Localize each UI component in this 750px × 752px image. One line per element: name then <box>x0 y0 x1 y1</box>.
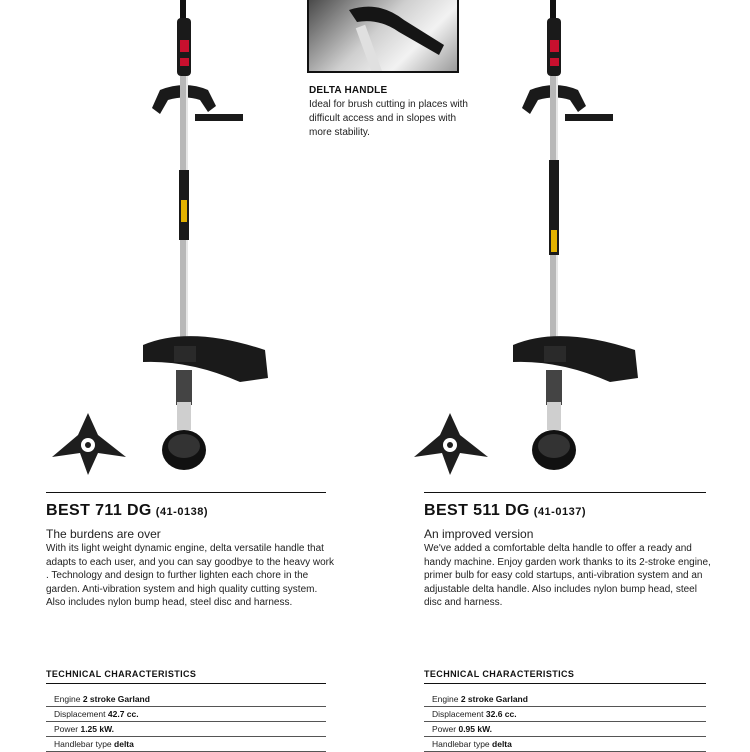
spec-value: 32.6 cc. <box>485 709 517 719</box>
product-code: (41-0137) <box>533 506 586 518</box>
delta-handle-text: Ideal for brush cutting in places with difficult access and in slopes with more stability. <box>309 99 468 138</box>
section-divider-right <box>424 492 706 493</box>
delta-handle-title: DELTA HANDLE <box>309 85 388 96</box>
spec-value: 1.25 kW. <box>80 724 115 734</box>
spec-table-best-511 <box>424 692 706 752</box>
steel-disc-image-best-711 <box>48 405 130 480</box>
tech-characteristics-rule-best-711 <box>46 683 326 684</box>
spec-row-power <box>424 722 706 737</box>
steel-disc-image-best-511 <box>410 405 492 480</box>
spec-label: Engine <box>54 694 81 704</box>
spec-label: Displacement <box>432 709 484 719</box>
spec-value: delta <box>492 739 512 749</box>
tech-characteristics-rule-best-511 <box>424 683 706 684</box>
spec-label: Displacement <box>54 709 106 719</box>
spec-label: Handlebar type <box>54 739 112 749</box>
spec-value: delta <box>114 739 134 749</box>
spec-row-displacement <box>424 707 706 722</box>
spec-label: Engine <box>432 694 459 704</box>
product-name-best-511 <box>424 502 586 520</box>
spec-row-engine <box>46 692 326 707</box>
product-code: (41-0138) <box>155 506 208 518</box>
product-name-text: BEST 511 DG <box>424 502 530 519</box>
product-name-text: BEST 711 DG <box>46 502 152 519</box>
tech-characteristics-title-best-511: TECHNICAL CHARACTERISTICS <box>424 669 575 679</box>
product-name-best-711 <box>46 502 208 520</box>
spec-label: Handlebar type <box>432 739 490 749</box>
product-description-best-511: We've added a comfortable delta handle to offer a ready and handy machine. Enjoy garden work thanks to its 2-stroke engine, primer bulb for easy cold startups, anti-vibration system and an adjustable delta handle. Also includes nylon bump head, steel disc and harness. <box>424 543 711 608</box>
spec-row-engine <box>424 692 706 707</box>
spec-row-displacement <box>46 707 326 722</box>
product-description-best-711: With its light weight dynamic engine, delta versatile handle that adapts to each user, and you can say goodbye to the heavy work . Technology and design to further lighten each chore in the garden. Anti-vibration system and high quality cutting system. Also includes nylon bump head, steel disc and harness. <box>46 543 334 608</box>
delta-handle-photo <box>307 0 459 73</box>
spec-value: 42.7 cc. <box>107 709 139 719</box>
tech-characteristics-title-best-711: TECHNICAL CHARACTERISTICS <box>46 669 197 679</box>
section-divider-left <box>46 492 326 493</box>
spec-value: 2 stroke Garland <box>460 694 528 704</box>
delta-handle-detail-image <box>309 0 457 73</box>
spec-row-power <box>46 722 326 737</box>
spec-label: Power <box>432 724 457 734</box>
product-tagline-best-511: An improved version <box>424 527 534 541</box>
spec-table-best-711 <box>46 692 326 752</box>
spec-value: 0.95 kW. <box>458 724 493 734</box>
spec-label: Power <box>54 724 79 734</box>
spec-value: 2 stroke Garland <box>82 694 150 704</box>
product-tagline-best-711: The burdens are over <box>46 527 161 541</box>
